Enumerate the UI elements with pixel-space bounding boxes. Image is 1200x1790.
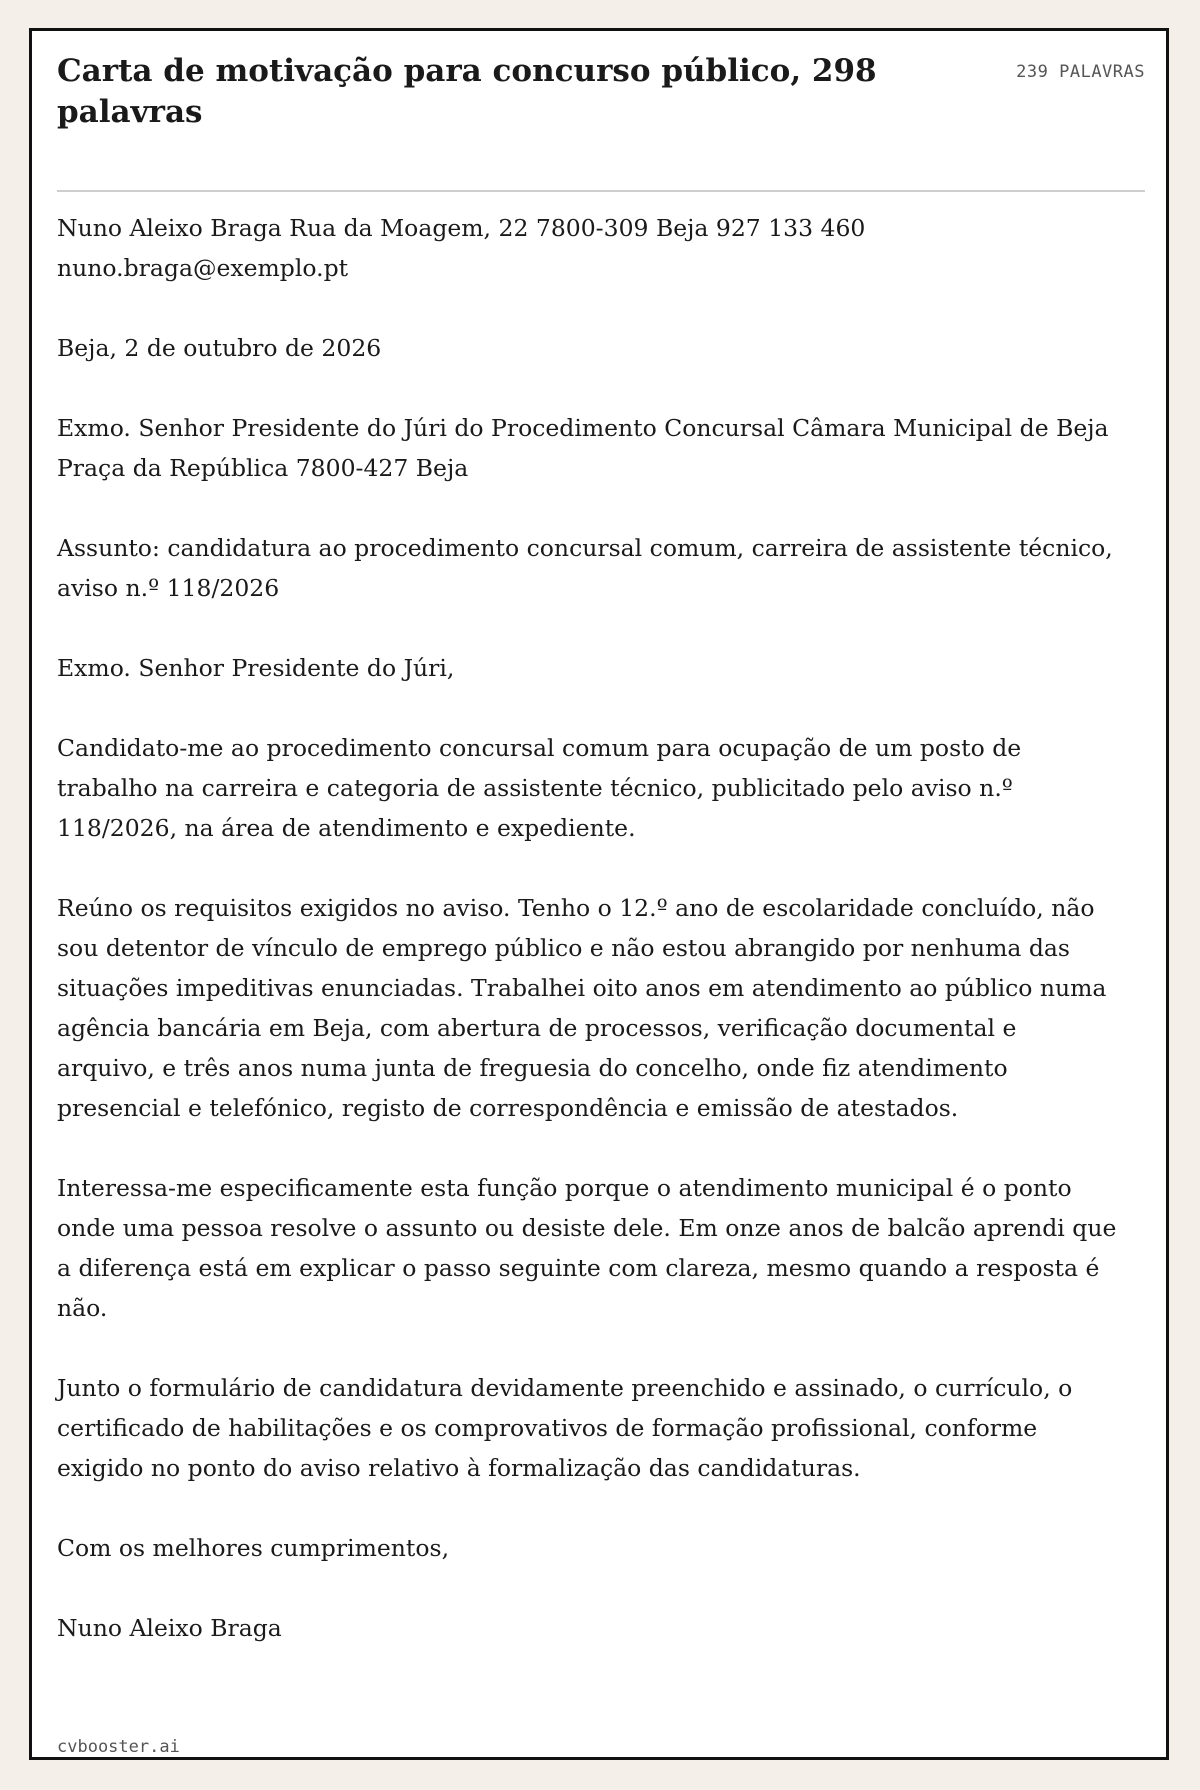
body-paragraph: Candidato-me ao procedimento concursal comum para ocupação de um posto de trabalho na carreira e categoria de assistente técnico, publicitado pelo aviso n.º 118/2026, na área de atendimento e expediente.	[57, 734, 1022, 842]
letter-header	[57, 51, 1145, 192]
body-paragraph: Reúno os requisitos exigidos no aviso. Tenho o 12.º ano de escolaridade concluído, não sou detentor de vínculo de emprego público e não estou abrangido por nenhuma das situações impeditivas enunciadas. Trabalhei oito anos em atendimento ao público numa agência bancária em Beja, com abertura de processos, verificação documental e arquivo, e três anos numa junta de freguesia do concelho, onde fiz atendimento presencial e telefónico, registo de correspondência e emissão de atestados.	[57, 894, 1107, 1122]
recipient-block: Exmo. Senhor Presidente do Júri do Procedimento Concursal Câmara Municipal de Beja Praça da República 7800-427 Beja	[57, 414, 1109, 482]
body-paragraph: Interessa-me especificamente esta função porque o atendimento municipal é o ponto onde uma pessoa resolve o assunto ou desiste dele. Em onze anos de balcão aprendi que a diferença está em explicar o passo seguinte com clareza, mesmo quando a resposta é não.	[57, 1174, 1117, 1322]
letter-body	[57, 208, 1117, 1648]
word-count-label: 239 PALAVRAS	[1016, 62, 1145, 82]
sender-block: Nuno Aleixo Braga Rua da Moagem, 22 7800-309 Beja 927 133 460 nuno.braga@exemplo.pt	[57, 214, 866, 282]
body-paragraph: Junto o formulário de candidatura devidamente preenchido e assinado, o currículo, o certificado de habilitações e os comprovativos de formação profissional, conforme exigido no ponto do aviso relativo à formalização das candidaturas.	[57, 1374, 1073, 1482]
salutation: Exmo. Senhor Presidente do Júri,	[57, 654, 455, 682]
closing-line: Com os melhores cumprimentos,	[57, 1534, 450, 1562]
page-title: Carta de motivação para concurso público, 298 palavras	[57, 53, 877, 130]
subject-line: Assunto: candidatura ao procedimento concursal comum, carreira de assistente técnico, aviso n.º 118/2026	[57, 534, 1113, 602]
signature-name: Nuno Aleixo Braga	[57, 1614, 282, 1642]
letter-date: Beja, 2 de outubro de 2026	[57, 334, 382, 362]
brand-footer: cvbooster.ai	[57, 1737, 180, 1757]
letter-card	[29, 28, 1169, 1760]
